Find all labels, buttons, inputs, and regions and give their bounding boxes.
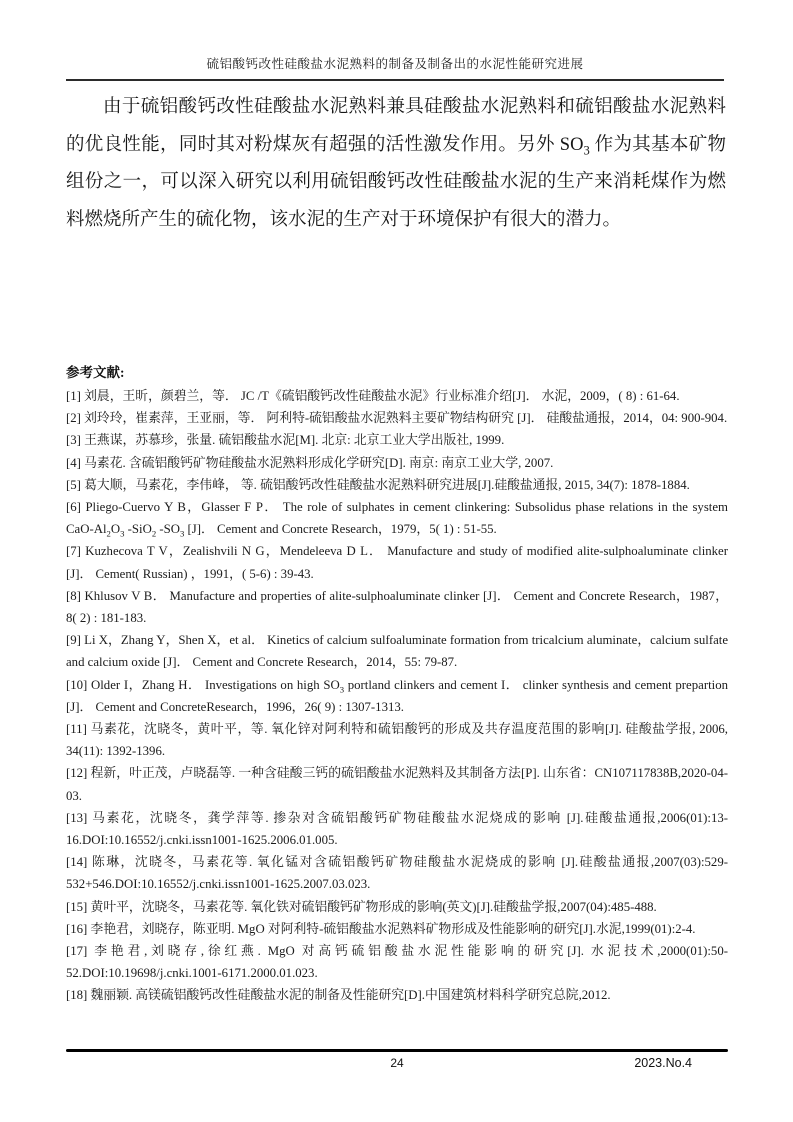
reference-item: [15] 黄叶平，沈晓冬，马素花等. 氧化铁对硫铝酸钙矿物形成的影响(英文)[J].硅酸盐学报,2007(04):485-488. bbox=[66, 899, 657, 914]
reference-item: [2] 刘玲玲，崔素萍，王亚丽，等． 阿利特-硫铝酸盐水泥熟料主要矿物结构研究 [J]． 硅酸盐通报，2014，04: 900-904. bbox=[66, 411, 728, 426]
reference-item: [8] Khlusov V B． Manufacture and properties of alite-sulphoaluminate clinker [J]． Cement and Concrete Research，1987，8( 2) : 181-183. bbox=[66, 588, 728, 626]
reference-item: [10] Older I，Zhang H． Investigations on high $SO_3$ portland clinkers and cement I． clinker synthesis and cement prepartion [J]． Cement and ConcreteResearch，1996，26( 9) : 1307-1313. bbox=[66, 677, 728, 714]
lead-paragraph: 由于硫铝酸钙改性硅酸盐水泥熟料兼具硅酸盐水泥熟料和硫铝酸盐水泥熟料的优良性能，同时其对粉煤灰有超强的活性激发作用。另外 $SO_3$ 作为其基本矿物组份之一，可以深入研究以利用硫铝酸钙改性硅酸盐水泥的生产来消耗煤作为燃料燃烧所产生的硫化物，该水泥的生产对于环境保护有很大的潜力。 bbox=[66, 97, 726, 230]
reference-item: [4] 马素花. 含硫铝酸钙矿物硅酸盐水泥熟料形成化学研究[D]. 南京: 南京工业大学, 2007. bbox=[66, 455, 554, 470]
reference-item: [13] 马素花，沈晓冬，龚学萍等. 掺杂对含硫铝酸钙矿物硅酸盐水泥烧成的影响 [J].硅酸盐通报,2006(01):13-16.DOI:10.16552/j.cnki.issn1001-1625.2006.01.005. bbox=[66, 810, 728, 848]
footer-divider bbox=[66, 1049, 728, 1052]
reference-item: [7] Kuzhecova T V，Zealishvili N G，Mendeleeva D L． Manufacture and study of modified alite-sulphoaluminate clinker [J]． Cement( Russian) ，1991，( 5-6) : 39-43. bbox=[66, 544, 728, 581]
reference-item: [14] 陈琳，沈晓冬，马素花等. 氧化锰对含硫铝酸钙矿物硅酸盐水泥烧成的影响 [J].硅酸盐通报,2007(03):529-532+546.DOI:10.16552/j.cnki.issn1001-1625.2007.03.023. bbox=[66, 855, 728, 892]
running-head bbox=[66, 56, 724, 81]
running-head-title: 硫铝酸钙改性硅酸盐水泥熟料的制备及制备出的水泥性能研究进展 bbox=[206, 57, 584, 71]
references-section bbox=[66, 362, 728, 1007]
page-number: 24 bbox=[390, 1056, 404, 1070]
reference-item: [3] 王燕谋，苏慕珍，张量. 硫铝酸盐水泥[M]. 北京: 北京工业大学出版社, 1999. bbox=[66, 433, 505, 448]
reference-item: [11] 马素花，沈晓冬，黄叶平，等. 氧化锌对阿利特和硫铝酸钙的形成及共存温度范围的影响[J]. 硅酸盐学报, 2006, 34(11): 1392-1396. bbox=[66, 722, 728, 759]
reference-item: [16] 李艳君，刘晓存，陈亚明. MgO 对阿利特-硫铝酸盐水泥熟料矿物形成及性能影响的研究[J].水泥,1999(01):2-4. bbox=[66, 921, 696, 936]
reference-item: [18] 魏丽颖. 高镁硫铝酸钙改性硅酸盐水泥的制备及性能研究[D].中国建筑材料科学研究总院,2012. bbox=[66, 988, 611, 1003]
references-heading: 参考文献: bbox=[66, 365, 125, 380]
reference-item: [12] 程新，叶正茂，卢晓磊等. 一种含硅酸三钙的硫铝酸盐水泥熟料及其制备方法[P]. 山东省：CN107117838B,2020-04-03. bbox=[66, 766, 728, 803]
reference-item: [6] Pliego-Cuervo Y B，Glasser F P． The role of sulphates in cement clinkering: Subsolidus phase relations in the system CaO-$Al_2O_3$ -SiO$_2$ $-SO_3$ [J]． Cement and Concrete Research，1979，5( 1) : 51-55. bbox=[66, 500, 728, 539]
reference-item: [5] 葛大顺，马素花，李伟峰， 等. 硫铝酸钙改性硅酸盐水泥熟料研究进展[J].硅酸盐通报, 2015, 34(7): 1878-1884. bbox=[66, 477, 690, 492]
reference-item: [17] 李艳君,刘晓存,徐红燕. MgO 对高钙硫铝酸盐水泥性能影响的研究[J]. 水泥技术,2000(01):50-52.DOI:10.19698/j.cnki.1001-6171.2000.01.023. bbox=[66, 944, 728, 981]
issue-number: 2023.No.4 bbox=[634, 1056, 692, 1070]
reference-item: [1] 刘晨，王昕，颜碧兰，等． JC /T《硫铝酸钙改性硅酸盐水泥》行业标准介绍[J]． 水泥，2009，( 8) : 61-64. bbox=[66, 389, 680, 403]
reference-item: [9] Li X，Zhang Y，Shen X，et al． Kinetics of calcium sulfoaluminate formation from tricalcium aluminate，calcium sulfate and calcium oxide [J]． Cement and Concrete Research，2014，55: 79-87. bbox=[66, 633, 728, 670]
